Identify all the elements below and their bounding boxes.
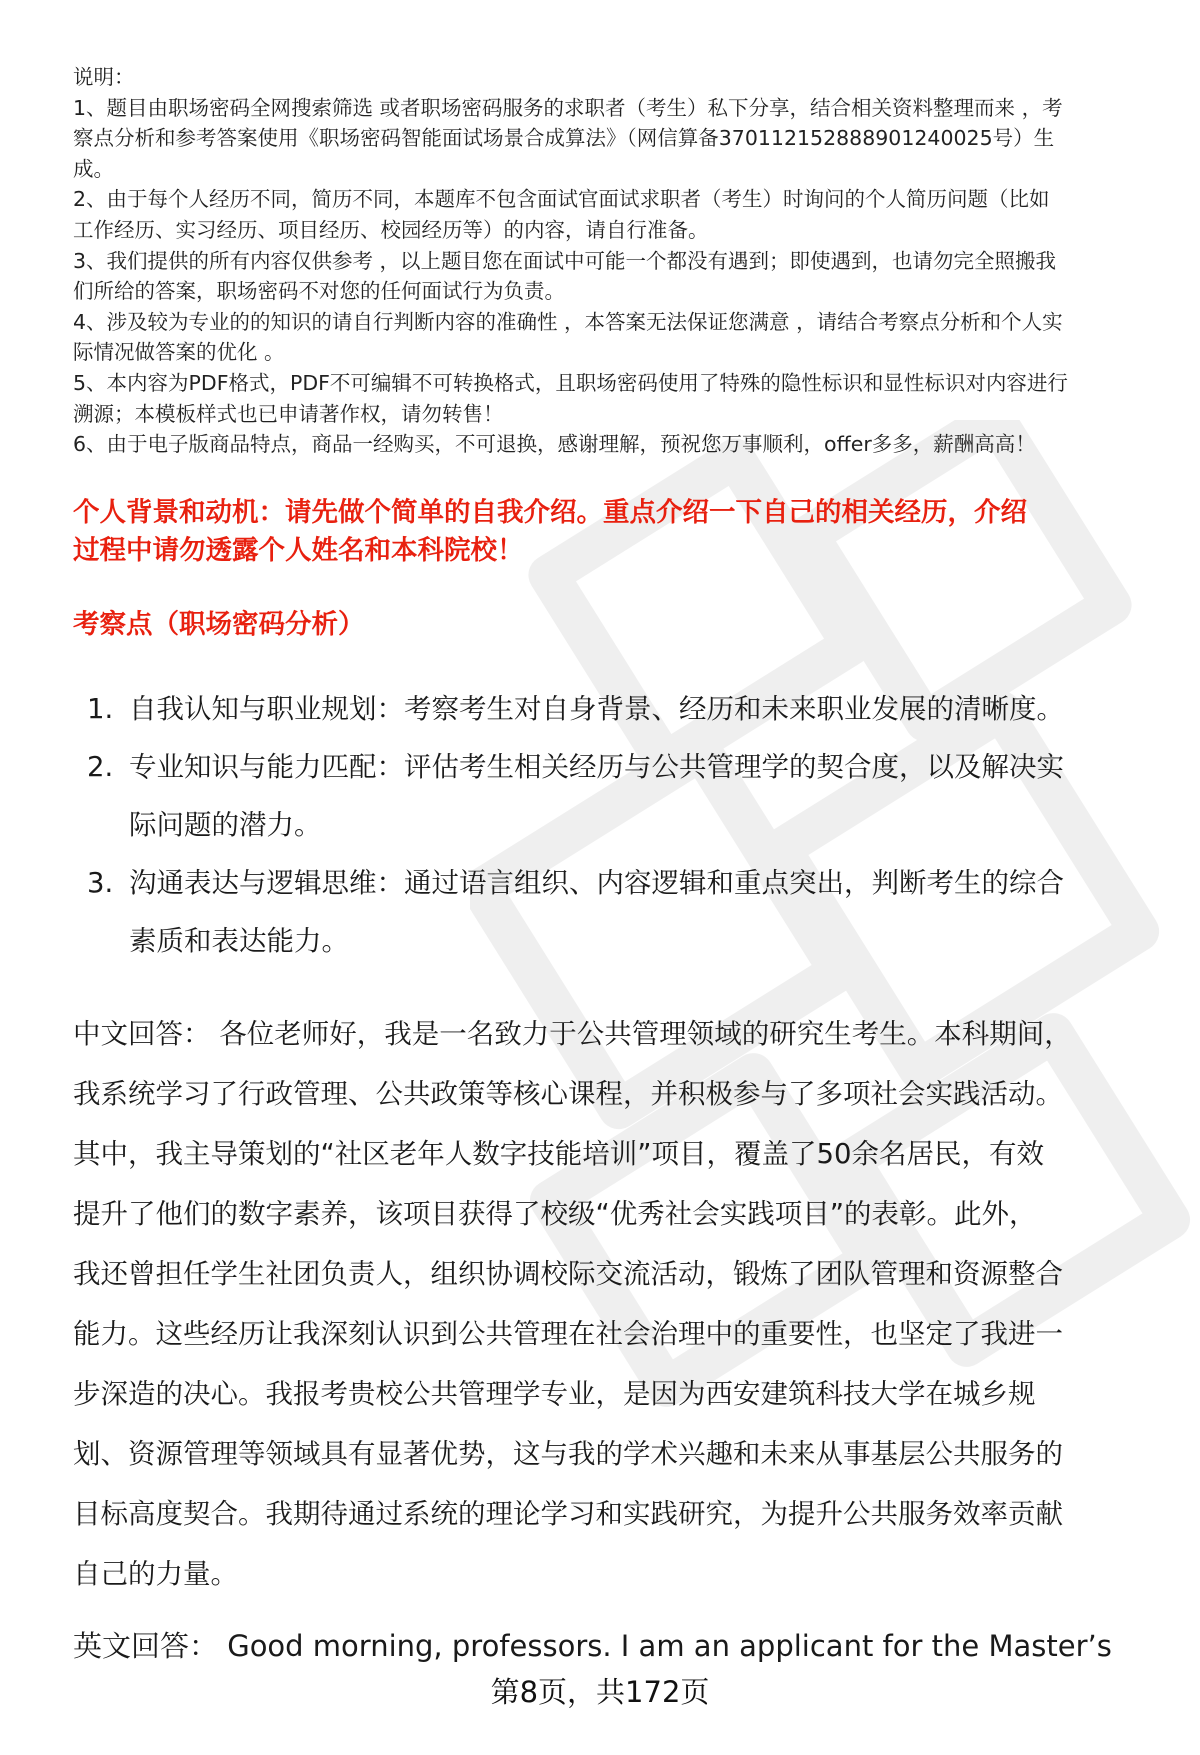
- analysis-heading: 考察点（职场密码分析）: [73, 609, 365, 640]
- list-item: [73, 738, 1163, 854]
- note-line: 2、由于每个人经历不同，简历不同，本题库不包含面试官面试求职者（考生）时询问的个人简历问题（比如: [73, 187, 1050, 212]
- question-heading: [73, 494, 1153, 570]
- note-line: 溯源；本模板样式也已申请著作权，请勿转售！: [73, 401, 504, 426]
- note-line: 4、涉及较为专业的的知识的请自行判断内容的准确性 ，本答案无法保证您满意 ，请结合考察点分析和个人实: [73, 309, 1063, 334]
- list-item-text: 沟通表达与逻辑思维：通过语言组织、内容逻辑和重点突出，判断考生的综合: [129, 867, 1064, 899]
- list-item: [73, 854, 1163, 970]
- note-line: 们所给的答案，职场密码不对您的任何面试行为负责。: [73, 279, 565, 304]
- answer-line: 我还曾担任学生社团负责人，组织协调校际交流活动，锻炼了团队管理和资源整合: [73, 1258, 1063, 1290]
- answer-line: 目标高度契合。我期待通过系统的理论学习和实践研究，为提升公共服务效率贡献: [73, 1498, 1063, 1530]
- note-line: 6、由于电子版商品特点，商品一经购买，不可退换，感谢理解，预祝您万事顺利，offer多多，薪酬高高！: [73, 432, 1036, 457]
- answer-line: 自己的力量。: [73, 1558, 238, 1590]
- question-line: 个人背景和动机：请先做个简单的自我介绍。重点介绍一下自己的相关经历，介绍: [73, 497, 1027, 528]
- answer-line: 提升了他们的数字素养，该项目获得了校级“优秀社会实践项目”的表彰。此外，: [73, 1198, 1037, 1230]
- disclaimer-notes: [73, 62, 1163, 460]
- answer-line: 步深造的决心。我报考贵校公共管理学专业，是因为西安建筑科技大学在城乡规: [73, 1378, 1036, 1410]
- chinese-answer: [73, 1004, 1163, 1604]
- note-line: 3、我们提供的所有内容仅供参考 ，以上题目您在面试中可能一个都没有遇到；即使遇到，也请勿完全照搬我: [73, 248, 1057, 273]
- answer-line: 划、资源管理等领域具有显著优势，这与我的学术兴趣和未来从事基层公共服务的: [73, 1438, 1063, 1470]
- list-item-number: 1.: [87, 693, 114, 725]
- list-item-text: 际问题的潜力。: [129, 809, 322, 841]
- list-item: [73, 680, 1163, 738]
- page-number-footer: 第8页，共172页: [490, 1675, 710, 1709]
- english-answer: 英文回答： Good morning, professors. I am an applicant for the Master’s: [73, 1629, 1112, 1663]
- note-line: 5、本内容为PDF格式，PDF不可编辑不可转换格式，且职场密码使用了特殊的隐性标识和显性标识对内容进行: [73, 370, 1068, 395]
- answer-line: 我系统学习了行政管理、公共政策等核心课程，并积极参与了多项社会实践活动。: [73, 1078, 1063, 1110]
- list-item-number: 3.: [87, 867, 114, 899]
- note-line: 工作经历、实习经历、项目经历、校园经历等）的内容，请自行准备。: [73, 217, 709, 242]
- note-line: 1、题目由职场密码全网搜索筛选 或者职场密码服务的求职者（考生）私下分享，结合相关资料整理而来 ，考: [73, 95, 1063, 120]
- list-item-number: 2.: [87, 751, 114, 783]
- note-line: 际情况做答案的优化 。: [73, 340, 285, 365]
- answer-line: 能力。这些经历让我深刻认识到公共管理在社会治理中的重要性，也坚定了我进一: [73, 1318, 1063, 1350]
- list-item-text: 专业知识与能力匹配：评估考生相关经历与公共管理学的契合度，以及解决实: [129, 751, 1064, 783]
- analysis-points-list: [73, 680, 1163, 970]
- note-line: 成。: [73, 156, 114, 181]
- note-line: 说明：: [73, 65, 135, 89]
- list-item-text: 素质和表达能力。: [129, 925, 349, 957]
- list-item-text: 自我认知与职业规划：考察考生对自身背景、经历和未来职业发展的清晰度。: [129, 693, 1064, 725]
- answer-line: 其中，我主导策划的“社区老年人数字技能培训”项目，覆盖了50余名居民，有效: [73, 1138, 1044, 1170]
- question-line: 过程中请勿透露个人姓名和本科院校！: [73, 535, 524, 566]
- answer-line: 中文回答： 各位老师好，我是一名致力于公共管理领域的研究生考生。本科期间，: [73, 1018, 1072, 1050]
- note-line: 察点分析和参考答案使用《职场密码智能面试场景合成算法》（网信算备370112152888901240025号）生: [73, 126, 1055, 151]
